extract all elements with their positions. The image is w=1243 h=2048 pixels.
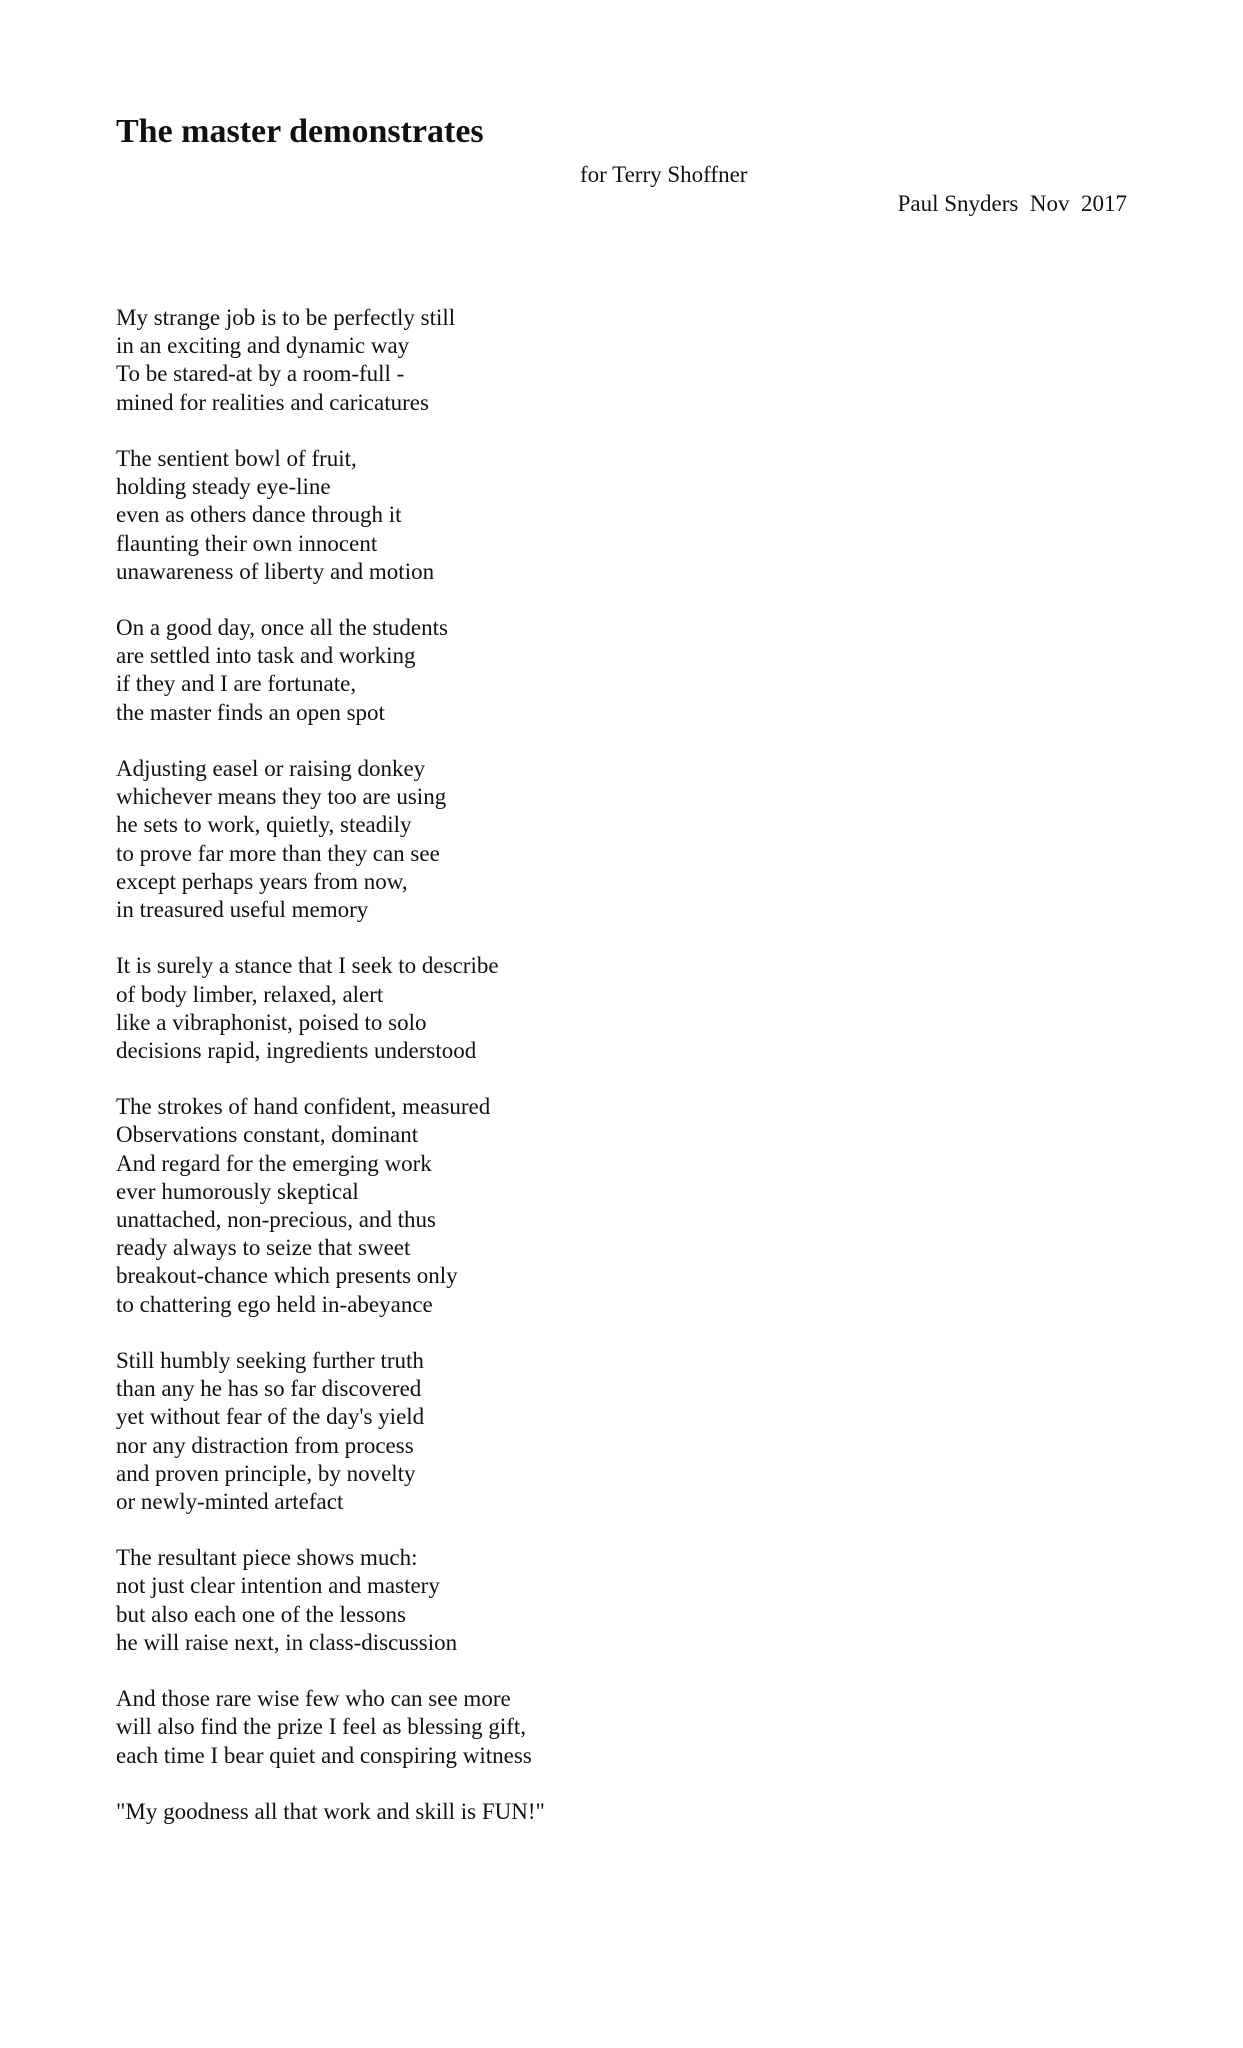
poem-line: if they and I are fortunate,: [116, 671, 357, 697]
poem-line: will also find the prize I feel as blessing gift,: [116, 1714, 527, 1740]
poem-line: nor any distraction from process: [116, 1432, 414, 1458]
stanza: [116, 1798, 1016, 1826]
poem-line: whichever means they too are using: [116, 784, 447, 810]
poem-line: or newly-minted artefact: [116, 1488, 344, 1514]
poem-line: It is surely a stance that I seek to describe: [116, 953, 499, 979]
poem-line: of body limber, relaxed, alert: [116, 981, 384, 1007]
poem-line: to chattering ego held in-abeyance: [116, 1291, 433, 1317]
poem-line: "My goodness all that work and skill is FUN!": [116, 1798, 545, 1824]
poem-title: The master demonstrates: [116, 113, 484, 150]
poem-line: even as others dance through it: [116, 502, 402, 528]
poem-line: in an exciting and dynamic way: [116, 333, 410, 359]
author-byline: Paul Snyders Nov 2017: [897, 191, 1127, 216]
poem-line: ever humorously skeptical: [116, 1178, 359, 1204]
poem-line: The strokes of hand confident, measured: [116, 1094, 491, 1120]
poem-line: each time I bear quiet and conspiring witness: [116, 1742, 532, 1768]
poem-line: mined for realities and caricatures: [116, 389, 429, 415]
poem-body: [116, 304, 1016, 1854]
poem-line: the master finds an open spot: [116, 699, 385, 725]
poem-line: he sets to work, quietly, steadily: [116, 812, 412, 838]
poem-line: yet without fear of the day's yield: [116, 1404, 425, 1430]
poem-line: And those rare wise few who can see more: [116, 1686, 511, 1712]
stanza: [116, 1347, 1016, 1516]
poem-line: he will raise next, in class-discussion: [116, 1629, 458, 1655]
stanza: [116, 952, 1016, 1065]
poem-line: unawareness of liberty and motion: [116, 558, 435, 584]
poem-line: than any he has so far discovered: [116, 1376, 422, 1402]
poem-line: On a good day, once all the students: [116, 615, 448, 641]
stanza: [116, 755, 1016, 924]
poem-line: but also each one of the lessons: [116, 1601, 406, 1627]
poem-line: And regard for the emerging work: [116, 1150, 432, 1176]
stanza: [116, 614, 1016, 727]
poem-line: to prove far more than they can see: [116, 840, 440, 866]
stanza: [116, 1093, 1016, 1319]
poem-line: decisions rapid, ingredients understood: [116, 1037, 477, 1063]
dedication: for Terry Shoffner: [580, 162, 748, 187]
poem-line: Adjusting easel or raising donkey: [116, 756, 426, 781]
poem-line: ready always to seize that sweet: [116, 1235, 411, 1261]
poem-line: and proven principle, by novelty: [116, 1460, 416, 1486]
stanza: [116, 1544, 1016, 1657]
poem-line: unattached, non-precious, and thus: [116, 1207, 436, 1232]
poem-line: like a vibraphonist, poised to solo: [116, 1009, 427, 1035]
stanza: [116, 304, 1016, 417]
poem-line: The resultant piece shows much:: [116, 1545, 418, 1571]
poem-line: in treasured useful memory: [116, 896, 369, 922]
stanza: [116, 445, 1016, 586]
poem-line: breakout-chance which presents only: [116, 1263, 458, 1289]
stanza: [116, 1685, 1016, 1770]
poem-line: flaunting their own innocent: [116, 530, 378, 556]
poem-line: The sentient bowl of fruit,: [116, 445, 357, 471]
poem-line: not just clear intention and mastery: [116, 1573, 440, 1599]
poem-line: Still humbly seeking further truth: [116, 1347, 424, 1373]
poem-line: are settled into task and working: [116, 643, 416, 669]
poem-line: Observations constant, dominant: [116, 1122, 419, 1148]
poem-line: holding steady eye-line: [116, 474, 331, 500]
poem-line: except perhaps years from now,: [116, 868, 408, 894]
poem-line: To be stared-at by a room-full -: [116, 361, 405, 387]
poem-line: My strange job is to be perfectly still: [116, 305, 456, 330]
